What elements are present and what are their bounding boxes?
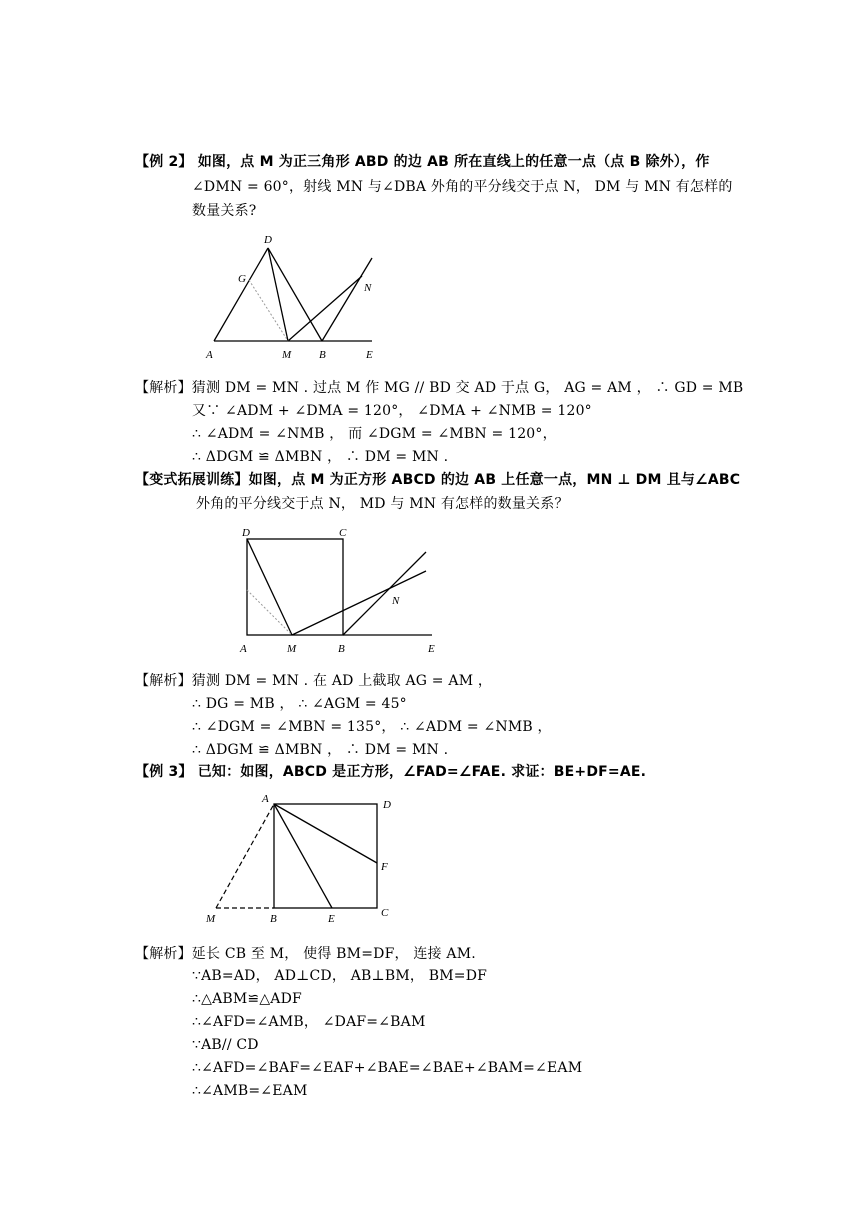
ex2-solution-4: ∴ ΔDGM ≌ ΔMBN ， ∴ DM = MN . — [192, 449, 449, 465]
ex2-figure — [200, 228, 390, 363]
line-mg — [249, 280, 288, 341]
label-a: A — [240, 643, 247, 655]
label-n: N — [392, 595, 400, 607]
label-n: N — [364, 282, 372, 294]
variant-solution-2: ∴ DG = MB ， ∴ ∠AGM = 45° — [192, 696, 407, 712]
label-m: M — [287, 643, 297, 655]
label-b: B — [270, 913, 277, 925]
variant-solution-1: 【解析】猜测 DM = MN . 在 AD 上截取 AG = AM ， — [135, 673, 493, 689]
label-e: E — [328, 913, 335, 925]
ex2-solution-2: 又∵ ∠ADM + ∠DMA = 120°， ∠DMA + ∠NMB = 120° — [192, 403, 592, 419]
line-ad — [214, 248, 268, 341]
label-g: G — [238, 273, 246, 285]
ex2-line-2: ∠DMN = 60°，射线 MN 与∠DBA 外角的平分线交于点 N， DM 与 MN 有怎样的 — [192, 179, 733, 195]
label-f: F — [381, 861, 388, 873]
ex2-line-1: 【例 2】 如图，点 M 为正三角形 ABD 的边 AB 所在直线上的任意一点（点 B 除外），作 — [135, 154, 710, 170]
label-m: M — [282, 349, 292, 361]
label-c: C — [339, 527, 347, 539]
ex3-solution-3: ∴△ABM≌△ADF — [192, 991, 302, 1007]
ex2-solution-1: 【解析】猜测 DM = MN . 过点 M 作 MG // BD 交 AD 于点 G， AG = AM ， ∴ GD = MB — [135, 380, 744, 396]
label-b: B — [338, 643, 345, 655]
label-e: E — [366, 349, 373, 361]
label-b: B — [319, 349, 326, 361]
ex3-figure — [200, 788, 400, 928]
line-mn — [292, 571, 426, 635]
variant-solution-3: ∴ ∠DGM = ∠MBN = 135°， ∴ ∠ADM = ∠NMB ， — [192, 719, 552, 735]
line-dm — [247, 539, 292, 635]
ex3-solution-5: ∵AB// CD — [192, 1037, 259, 1053]
square-abcd — [274, 804, 377, 908]
label-c: C — [381, 907, 389, 919]
line-dm — [268, 248, 288, 341]
square-abcd — [247, 539, 343, 635]
line-gm — [247, 590, 292, 635]
ex3-solution-2: ∵AB=AD， AD⊥CD， AB⊥BM， BM=DF — [192, 968, 488, 984]
ex3-solution-4: ∴∠AFD=∠AMB， ∠DAF=∠BAM — [192, 1014, 426, 1030]
variant-line-1: 【变式拓展训练】如图，点 M 为正方形 ABCD 的边 AB 上任意一点，MN ⊥ DM 且与∠ABC — [135, 472, 741, 488]
label-a: A — [262, 793, 269, 805]
label-m: M — [206, 913, 216, 925]
line-mn — [288, 276, 362, 341]
ex2-solution-3: ∴ ∠ADM = ∠NMB ， 而 ∠DGM = ∠MBN = 120°， — [192, 426, 557, 442]
variant-solution-4: ∴ ΔDGM ≌ ΔMBN ， ∴ DM = MN . — [192, 742, 449, 758]
line-am — [216, 804, 274, 908]
line-db — [268, 248, 322, 341]
line-ae — [274, 804, 332, 908]
ex3-solution-6: ∴∠AFD=∠BAF=∠EAF+∠BAE=∠BAE+∠BAM=∠EAM — [192, 1060, 583, 1076]
ex3-solution-7: ∴∠AMB=∠EAM — [192, 1083, 308, 1099]
ex3-solution-1: 【解析】延长 CB 至 M， 使得 BM=DF， 连接 AM. — [135, 946, 476, 962]
variant-line-2: 外角的平分线交于点 N， MD 与 MN 有怎样的数量关系？ — [196, 496, 569, 512]
label-e: E — [428, 643, 435, 655]
line-af — [274, 804, 377, 863]
label-a: A — [206, 349, 213, 361]
label-d: D — [242, 527, 250, 539]
line-bn-ray — [343, 552, 426, 635]
label-d: D — [264, 234, 272, 246]
line-bn-ray — [322, 258, 372, 341]
variant-figure — [232, 522, 447, 657]
label-d: D — [383, 799, 391, 811]
ex2-line-3: 数量关系? — [192, 203, 257, 219]
ex3-line-1: 【例 3】 已知：如图，ABCD 是正方形，∠FAD=∠FAE. 求证：BE+DF=AE. — [135, 764, 647, 780]
